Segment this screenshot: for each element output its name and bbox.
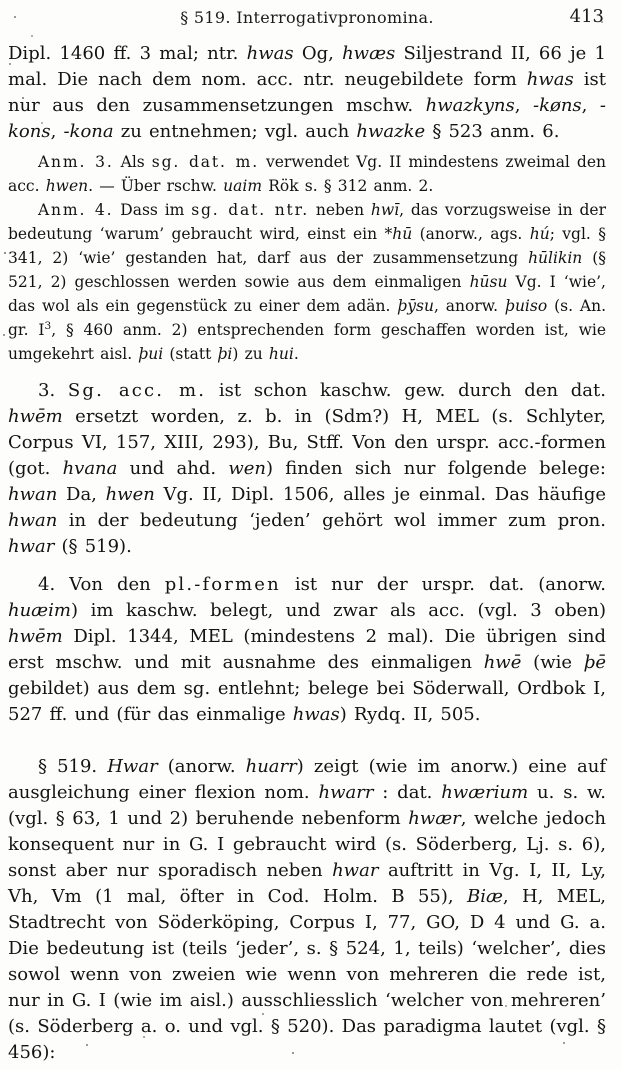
text-run: u. s. w. (vgl. § 63, 1 und 2) beruhende nebenform [8, 782, 606, 829]
text-run: ) finden sich nur folgende belege: [266, 458, 606, 479]
italic-form: hvana [62, 458, 118, 479]
italic-form: þi [217, 345, 233, 363]
text-run: § 519. [38, 756, 108, 777]
text-run: , [514, 95, 533, 116]
text-run: 3 [44, 319, 52, 332]
text-run: zu entnehmen; vgl. auch [113, 121, 357, 142]
text-run: 4. Von den [38, 574, 165, 595]
text-run: . [293, 345, 299, 363]
italic-form: hwærium [441, 782, 529, 803]
italic-form: Biæ [466, 886, 503, 907]
italic-form: hú [529, 225, 550, 243]
italic-form: -køns [533, 95, 582, 116]
text-run: Dass im [113, 201, 192, 219]
text-run: , welche jedoch konsequent nur in G. I gebraucht wird (s. Söderberg, Lj. s. 6), sonst aber nur sporadisch neben [8, 808, 606, 881]
spaced-term: sg. dat. m. [151, 153, 259, 171]
italic-form: þuiso [505, 297, 548, 315]
text-run: (anorw. [157, 756, 246, 777]
italic-form: þui [138, 345, 164, 363]
italic-form: huæim [8, 600, 71, 621]
text-run: (§ 519). [54, 536, 132, 557]
text-run: , anorw. [433, 297, 506, 315]
text-run: ) Rydq. II, 505. [339, 704, 481, 725]
text-run: , H, MEL, Stadtrecht von Söderköping, Corpus I, 77, GO, D 4 und G. a. Die bedeutung ist (teils ‘jeder’, s. § 524, 1, teils) ‘welcher’, dies sowol wenn von zweien wie wenn von mehreren die rede ist, nur in G. I (wie im aisl.) ausschliesslich ‘welcher von mehreren’ (s. Söderberg a. o. und vgl. § 520). Das paradigma lautet (vgl. § 456): [8, 886, 606, 1063]
anm-3 [8, 150, 606, 198]
text-run: , das vorzugsweise in der bedeutung ‘warum’ gebraucht wird, einst ein * [8, 201, 606, 243]
text-run: (wie [521, 652, 584, 673]
italic-form: hwas [246, 43, 294, 64]
italic-form: -kons [8, 95, 606, 142]
text-run: § 523 anm. 6. [425, 121, 560, 142]
text-run: Vg. I ‘wie’, das wol als ein gegenstück zu einer dem adän. [8, 273, 606, 315]
italic-form: hwar [8, 536, 55, 557]
italic-form: hui [268, 345, 294, 363]
italic-form: hwen [45, 177, 89, 195]
text-run: ist nur aus den zusammensetzungen mschw. [8, 69, 607, 116]
text-run: ) zu [232, 345, 269, 363]
spaced-term: pl.-formen [164, 574, 281, 595]
text-block [8, 41, 606, 1066]
italic-form: hwī [370, 201, 400, 219]
text-run: , § 460 anm. 2) entsprechenden form geschaffen worden ist, wie umgekehrt aisl. [8, 321, 606, 363]
text-run: (statt [163, 345, 218, 363]
italic-form: hwēm [8, 626, 63, 647]
spaced-term: Sg. acc. m. [67, 380, 207, 401]
text-run: Da, [57, 484, 106, 505]
italic-form: hūlikin [528, 249, 583, 267]
text-run: Dipl. 1460 ff. 3 mal; ntr. [8, 43, 247, 64]
text-run: neben [309, 201, 371, 219]
italic-form: hwær [408, 808, 461, 829]
scan-speckles [0, 0, 2, 2]
italic-form: hwar [332, 860, 379, 881]
italic-form: hūsu [469, 273, 508, 291]
text-run: Siljestrand II, 66 je 1 mal. Die nach dem nom. acc. ntr. neugebildete form [8, 43, 607, 90]
text-run: ) zeigt (wie im anorw.) eine auf ausgleichung einer flexion nom. [8, 756, 606, 803]
text-run: Dipl. 1344, MEL (mindestens 2 mal). Die übrigen sind erst mschw. und mit ausnahme des einmaligen [8, 626, 606, 673]
spaced-term: Anm. 3. [38, 153, 114, 171]
spaced-term: Anm. 4. [38, 201, 114, 219]
text-run: ersetzt worden, z. b. in (Sdm?) H, MEL (s. Schlyter, Corpus VI, 157, XIII, 293), Bu, Stff. Von den urspr. acc.-formen (got. [8, 406, 606, 479]
text-run: (s. An. gr. I [8, 297, 606, 339]
running-head-title: § 519. Interrogativpronomina. [180, 8, 434, 27]
text-run: und ahd. [117, 458, 229, 479]
text-run: . — Über rschw. [88, 177, 224, 195]
para-continuation [8, 41, 606, 145]
text-run: , [50, 121, 64, 142]
text-run: ) im kaschw. belegt, und zwar als acc. (vgl. 3 oben) [70, 600, 606, 621]
text-run: ; vgl. § 341, 2) ‘wie’ gestanden hat, darf aus der zusammensetzung [8, 225, 606, 267]
italic-form: hwas [292, 704, 340, 725]
italic-form: hū [392, 225, 413, 243]
para-4 [8, 572, 606, 728]
text-run: 3. [38, 380, 68, 401]
text-run: gebildet) aus dem sg. entlehnt; belege bei Söderwall, Ordbok I, 527 ff. und (für das einmalige [8, 678, 606, 725]
italic-form: hwazkyns [425, 95, 515, 116]
para-3 [8, 378, 606, 560]
para-519 [8, 754, 606, 1066]
italic-form: hwan [8, 510, 58, 531]
italic-form: Hwar [107, 756, 158, 777]
italic-form: wen [228, 458, 266, 479]
italic-form: hwazke [356, 121, 426, 142]
anm-4 [8, 198, 606, 366]
running-head [8, 8, 606, 28]
text-run: ist nur der urspr. dat. (anorw. [280, 574, 606, 595]
text-run: ist schon kaschw. gew. durch den dat. [206, 380, 606, 401]
italic-form: -kona [63, 121, 114, 142]
text-run: Als [113, 153, 152, 171]
italic-form: huarr [245, 756, 297, 777]
text-run: (§ 521, 2) geschlossen werden sowie aus dem einmaligen [8, 249, 606, 291]
text-run: : dat. [373, 782, 442, 803]
italic-form: hwarr [318, 782, 374, 803]
spaced-term: sg. dat. ntr. [191, 201, 309, 219]
page-number: 413 [569, 6, 604, 27]
text-run: Rök s. § 312 anm. 2. [262, 177, 434, 195]
italic-form: hwan [8, 484, 58, 505]
italic-form: hwē [483, 652, 522, 673]
italic-form: þē [583, 652, 606, 673]
text-run: Vg. II, Dipl. 1506, alles je einmal. Das häufige [154, 484, 606, 505]
italic-form: þȳsu [397, 297, 434, 315]
italic-form: uaim [223, 177, 263, 195]
italic-form: hwas [526, 69, 574, 90]
text-run: in der bedeutung ‘jeden’ gehört wol immer zum pron. [57, 510, 606, 531]
italic-form: hwæs [342, 43, 396, 64]
text-run: (anorw., ags. [412, 225, 530, 243]
text-run: verwendet Vg. II mindestens zweimal den acc. [8, 153, 606, 195]
italic-form: hwen [105, 484, 155, 505]
italic-form: hwēm [8, 406, 63, 427]
text-run: auftritt in Vg. I, II, Ly, Vh, Vm (1 mal, öfter in Cod. Holm. B 55), [8, 860, 606, 907]
text-run: Og, [293, 43, 343, 64]
text-run: , [581, 95, 600, 116]
